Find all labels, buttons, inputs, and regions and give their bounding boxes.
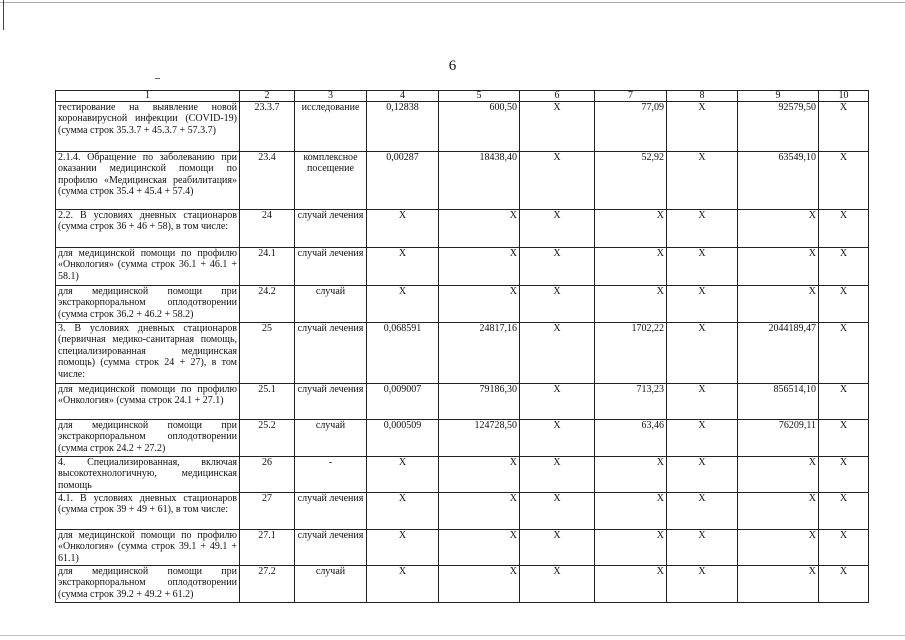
col4-cell: 0,000509 — [367, 420, 439, 457]
col4-cell: X — [367, 530, 439, 566]
col7-cell: X — [595, 286, 667, 323]
col7-cell: 1702,22 — [595, 323, 667, 384]
data-table — [55, 90, 869, 603]
unit-cell: случай — [295, 420, 367, 457]
unit-cell: случай лечения — [295, 493, 367, 530]
row-name-cell: для медицинской помощи по профилю «Онкология» (сумма строк 24.1 + 27.1) — [56, 384, 240, 420]
header-cell: 8 — [667, 91, 738, 102]
table-row — [56, 420, 869, 457]
col8-cell: X — [667, 384, 738, 420]
col10-cell: X — [819, 384, 869, 420]
col4-cell: X — [367, 248, 439, 286]
table-row — [56, 152, 869, 210]
scan-artifact — [155, 78, 160, 79]
col5-cell: X — [439, 530, 520, 566]
row-code-cell: 27 — [240, 493, 295, 530]
col10-cell: X — [819, 420, 869, 457]
unit-cell: - — [295, 457, 367, 493]
col5-cell: X — [439, 248, 520, 286]
col10-cell: X — [819, 323, 869, 384]
header-cell: 10 — [819, 91, 869, 102]
col7-cell: X — [595, 530, 667, 566]
col10-cell: X — [819, 210, 869, 248]
header-cell: 1 — [56, 91, 240, 102]
row-name-cell: для медицинской помощи по профилю «Онкология» (сумма строк 39.1 + 49.1 + 61.1) — [56, 530, 240, 566]
col6-cell: X — [520, 384, 595, 420]
unit-cell: случай лечения — [295, 248, 367, 286]
row-code-cell: 24.1 — [240, 248, 295, 286]
col5-cell: 18438,40 — [439, 152, 520, 210]
row-name-cell: для медицинской помощи при экстракорпоральном оплодотворении (сумма строк 24.2 + 27.2) — [56, 420, 240, 457]
col9-cell: 76209,11 — [738, 420, 819, 457]
col9-cell: 92579,50 — [738, 102, 819, 152]
row-name-cell: 4. Специализированная, включая высокотехнологичную, медицинская помощь — [56, 457, 240, 493]
col5-cell: 79186,30 — [439, 384, 520, 420]
col8-cell: X — [667, 566, 738, 603]
col6-cell: X — [520, 210, 595, 248]
col6-cell: X — [520, 102, 595, 152]
table-row — [56, 210, 869, 248]
row-code-cell: 23.4 — [240, 152, 295, 210]
col9-cell: 2044189,47 — [738, 323, 819, 384]
col9-cell: X — [738, 210, 819, 248]
col9-cell: X — [738, 248, 819, 286]
col10-cell: X — [819, 493, 869, 530]
table-row — [56, 493, 869, 530]
row-name-cell: 2.1.4. Обращение по заболеванию при оказании медицинской помощи по профилю «Медицинская реабилитация» (сумма строк 35.4 + 45.4 + 57.4) — [56, 152, 240, 210]
col4-cell: 0,12838 — [367, 102, 439, 152]
col8-cell: X — [667, 420, 738, 457]
header-cell: 5 — [439, 91, 520, 102]
col5-cell: 24817,16 — [439, 323, 520, 384]
row-name-cell: 3. В условиях дневных стационаров (первичная медико-санитарная помощь, специализированная медицинская помощь) (сумма строк 24 + 27), в том числе: — [56, 323, 240, 384]
row-code-cell: 23.3.7 — [240, 102, 295, 152]
col7-cell: 63,46 — [595, 420, 667, 457]
col9-cell: X — [738, 493, 819, 530]
table-body — [56, 91, 869, 603]
col9-cell: 63549,10 — [738, 152, 819, 210]
col6-cell: X — [520, 493, 595, 530]
table-row — [56, 248, 869, 286]
col7-cell: X — [595, 566, 667, 603]
page-number: 6 — [448, 58, 457, 74]
header-cell: 4 — [367, 91, 439, 102]
col8-cell: X — [667, 323, 738, 384]
col6-cell: X — [520, 420, 595, 457]
unit-cell: комплексное посещение — [295, 152, 367, 210]
col10-cell: X — [819, 152, 869, 210]
col6-cell: X — [520, 457, 595, 493]
col8-cell: X — [667, 210, 738, 248]
col9-cell: X — [738, 566, 819, 603]
col6-cell: X — [520, 530, 595, 566]
row-name-cell: для медицинской помощи при экстракорпоральном оплодотворении (сумма строк 39.2 + 49.2 + 61.2) — [56, 566, 240, 603]
col5-cell: X — [439, 210, 520, 248]
col9-cell: X — [738, 530, 819, 566]
col4-cell: 0,068591 — [367, 323, 439, 384]
header-cell: 7 — [595, 91, 667, 102]
col5-cell: X — [439, 286, 520, 323]
table-row — [56, 102, 869, 152]
col5-cell: X — [439, 457, 520, 493]
row-name-cell: тестирование на выявление новой коронавирусной инфекции (COVID-19) (сумма строк 35.3.7 + 45.3.7 + 57.3.7) — [56, 102, 240, 152]
table-row — [56, 286, 869, 323]
col9-cell: X — [738, 457, 819, 493]
header-cell: 9 — [738, 91, 819, 102]
col7-cell: 713,23 — [595, 384, 667, 420]
scan-edge-left — [3, 0, 4, 30]
col4-cell: 0,00287 — [367, 152, 439, 210]
unit-cell: исследование — [295, 102, 367, 152]
row-code-cell: 24.2 — [240, 286, 295, 323]
row-code-cell: 25.1 — [240, 384, 295, 420]
col8-cell: X — [667, 530, 738, 566]
col10-cell: X — [819, 530, 869, 566]
col8-cell: X — [667, 102, 738, 152]
row-code-cell: 25.2 — [240, 420, 295, 457]
table-row — [56, 566, 869, 603]
col6-cell: X — [520, 566, 595, 603]
scan-edge-bottom — [0, 635, 905, 636]
row-name-cell: для медицинской помощи по профилю «Онкология» (сумма строк 36.1 + 46.1 + 58.1) — [56, 248, 240, 286]
col5-cell: 600,50 — [439, 102, 520, 152]
col5-cell: 124728,50 — [439, 420, 520, 457]
col6-cell: X — [520, 152, 595, 210]
col10-cell: X — [819, 248, 869, 286]
col4-cell: X — [367, 210, 439, 248]
col4-cell: 0,009007 — [367, 384, 439, 420]
col6-cell: X — [520, 323, 595, 384]
col5-cell: X — [439, 566, 520, 603]
table-header-row — [56, 91, 869, 102]
col8-cell: X — [667, 152, 738, 210]
header-cell: 6 — [520, 91, 595, 102]
col4-cell: X — [367, 457, 439, 493]
col5-cell: X — [439, 493, 520, 530]
unit-cell: случай — [295, 286, 367, 323]
table-row — [56, 530, 869, 566]
row-name-cell: 4.1. В условиях дневных стационаров (сумма строк 39 + 49 + 61), в том числе: — [56, 493, 240, 530]
col9-cell: X — [738, 286, 819, 323]
header-cell: 3 — [295, 91, 367, 102]
col8-cell: X — [667, 457, 738, 493]
row-code-cell: 27.1 — [240, 530, 295, 566]
col7-cell: 52,92 — [595, 152, 667, 210]
col4-cell: X — [367, 286, 439, 323]
unit-cell: случай лечения — [295, 210, 367, 248]
unit-cell: случай лечения — [295, 530, 367, 566]
col6-cell: X — [520, 286, 595, 323]
unit-cell: случай лечения — [295, 323, 367, 384]
row-name-cell: для медицинской помощи при экстракорпоральном оплодотворении (сумма строк 36.2 + 46.2 + 58.2) — [56, 286, 240, 323]
col8-cell: X — [667, 248, 738, 286]
col4-cell: X — [367, 566, 439, 603]
col10-cell: X — [819, 457, 869, 493]
col7-cell: X — [595, 457, 667, 493]
col7-cell: X — [595, 493, 667, 530]
table-row — [56, 457, 869, 493]
table-row — [56, 384, 869, 420]
col9-cell: 856514,10 — [738, 384, 819, 420]
row-code-cell: 27.2 — [240, 566, 295, 603]
col6-cell: X — [520, 248, 595, 286]
col8-cell: X — [667, 286, 738, 323]
row-code-cell: 26 — [240, 457, 295, 493]
unit-cell: случай — [295, 566, 367, 603]
row-code-cell: 24 — [240, 210, 295, 248]
col4-cell: X — [367, 493, 439, 530]
col7-cell: 77,09 — [595, 102, 667, 152]
col8-cell: X — [667, 493, 738, 530]
row-code-cell: 25 — [240, 323, 295, 384]
col10-cell: X — [819, 566, 869, 603]
unit-cell: случай лечения — [295, 384, 367, 420]
table-row — [56, 323, 869, 384]
col10-cell: X — [819, 102, 869, 152]
col10-cell: X — [819, 286, 869, 323]
col7-cell: X — [595, 248, 667, 286]
scan-edge-top — [0, 2, 905, 3]
col7-cell: X — [595, 210, 667, 248]
row-name-cell: 2.2. В условиях дневных стационаров (сумма строк 36 + 46 + 58), в том числе: — [56, 210, 240, 248]
header-cell: 2 — [240, 91, 295, 102]
